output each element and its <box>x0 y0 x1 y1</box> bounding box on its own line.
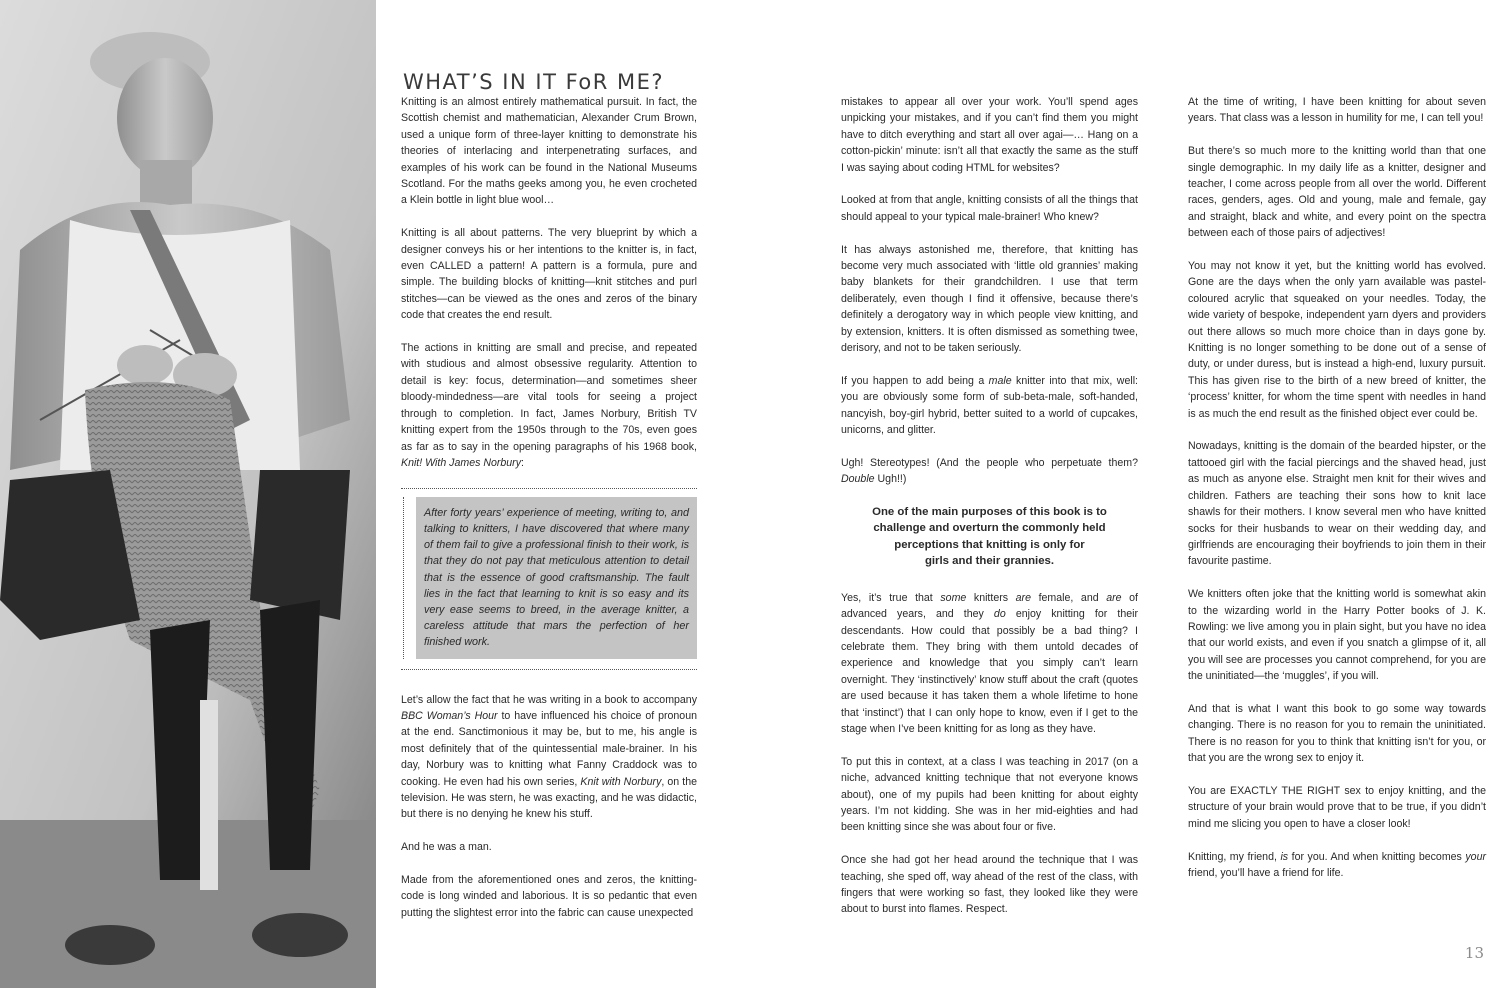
quote-text: After forty years’ experience of meeting, writing to, and talking to knitters, I have discovered that where many of them fail to give a professional finish to their work, is that they do not pay that meticulous attention to detail that is the essence of good craftsmanship. The fault lies in the fact that learning to knit is so easy and its very ease seems to breed, in the average knitter, a careless attitude that mars the perfection of her finished work. <box>416 497 697 659</box>
paragraph: But there’s so much more to the knitting world than that one single demographic. In my daily life as a knitter, designer and teacher, I come across people from all over the world. Different races, genders, ages. Old and young, male and female, gay and straight, black and white, and every point on the spectra between each of those pairs of adjectives! <box>1188 145 1486 240</box>
paragraph: Knitting is all about patterns. The very blueprint by which a designer conveys his or her intentions to the knitter is, in fact, even CALLED a pattern! A pattern is a formula, pure and simple. The building blocks of knitting—knit stitches and purl stitches—can be viewed as the ones and zeros of the binary code that creates the end result. <box>401 227 697 322</box>
photo-illustration <box>0 0 376 988</box>
shoe <box>252 913 348 957</box>
block-quote <box>401 488 697 670</box>
section-title: WHAT’S IN IT FoR ME? <box>403 70 665 94</box>
paragraph: It has always astonished me, therefore, that knitting has become very much associated with ‘little old grannies’ making baby blankets for their grandchildren. I use that term deliberately, even though I find it offensive, because there’s definitely a derogatory way in which people view knitting, and by extension, knitters. It is often dismissed as something twee, derisory, and not to be taken seriously. <box>841 243 1138 355</box>
text-spread <box>376 0 1500 988</box>
paragraph: Knitting, my friend, is for you. And when knitting becomes your friend, you’ll have a friend for life. <box>1188 850 1486 879</box>
paragraph: At the time of writing, I have been knitting for about seven years. That class was a lesson in humility for me, I can tell you! <box>1188 96 1486 125</box>
paragraph: And that is what I want this book to go some way towards changing. There is no reason for you to remain the uninitiated. There is no reason for you to think that knitting isn’t for you, or that you are the wrong sex to enjoy it. <box>1188 702 1486 765</box>
paragraph: Made from the aforementioned ones and zeros, the knitting-code is long winded and laborious. It is so pedantic that even putting the slightest error into the fabric can cause unexpected <box>401 873 697 919</box>
knitting-man-photo <box>0 0 376 988</box>
paragraph: You are EXACTLY THE RIGHT sex to enjoy knitting, and the structure of your brain would prove that to be true, if you didn’t mind me slicing you open to have a closer look! <box>1188 784 1486 830</box>
chair-leg <box>200 700 218 890</box>
paragraph: Yes, it’s true that some knitters are female, and are of advanced years, and they do enjoy knitting for their descendants. How could that possibly be a bad thing? I celebrate them. They bring with them untold decades of experience and knowledge that you simply can’t learn overnight. They ‘instinctively’ know stuff about the craft (quotes are used because it has taken them a whole lifetime to hone that ‘instinct’) that I can only hope to know, even if I get to the stage when I’ve been knitting for as long as they have. <box>841 591 1139 735</box>
paragraph: Ugh! Stereotypes! (And the people who perpetuate them? Double Ugh!!) <box>841 456 1138 486</box>
paragraph: mistakes to appear all over your work. You’ll spend ages unpicking your mistakes, and if you can’t find them you might have to ditch everything and start all over agai—… Hang on a cotton-pickin’ minute: isn’t all that exactly the same as the stuff I was saying about coding HTML for websites? <box>841 96 1138 174</box>
page-number: 13 <box>1464 944 1484 962</box>
paragraph: Once she had got her head around the technique that I was teaching, she sped off, way ahead of the rest of the class, with fingers that were working so fast, they looked like they were about to burst into flames. Respect. <box>841 854 1138 916</box>
pull-quote: One of the main purposes of this book is to challenge and overturn the commonly held perceptions that knitting is only for girls and their grannies. <box>872 506 1107 568</box>
paragraph: We knitters often joke that the knitting world is somewhat akin to the wizarding world in the Harry Potter books of J. K. Rowling: we live among you in plain sight, but you have no idea that our world exists, and even if you snatch a glimpse of it, all you will see are processes you cannot comprehend, for you are the uninitiated—the ‘muggles’, if you will. <box>1188 588 1486 683</box>
paragraph: The actions in knitting are small and precise, and repeated with studious and almost obsessive regularity. Attention to detail is key: focus, determination—and sometimes sheer bloody-mindedness—are vital tools for seeing a project through to completion. In fact, James Norbury, British TV knitting expert from the 1950s through to the 70s, even goes as far as to say in the opening paragraphs of his 1968 book, Knit! With James Norbury: <box>401 342 697 469</box>
paragraph: Knitting is an almost entirely mathematical pursuit. In fact, the Scottish chemist and mathematician, Alexander Crum Brown, used a unique form of three-layer knitting to demonstrate his theories of interlacing and interpenetrating surfaces, and examples of his work can be found in the National Museums Scotland. For the maths geeks among you, he even crocheted a Klein bottle in light blue wool… <box>401 96 697 207</box>
paragraph: Let’s allow the fact that he was writing in a book to accompany BBC Woman’s Hour to have influenced his choice of pronoun at the end. Sanctimonious it may be, but to me, his angle is most definitely that of the quintessential male-brainer. In his day, Norbury was to knitting what Fanny Craddock was to cooking. He even had his own series, Knit with Norbury, on the television. He was stern, he was exacting, and he was didactic, but there is no denying he knew his stuff. <box>401 693 697 821</box>
shoe <box>65 925 155 965</box>
paragraph: If you happen to add being a male knitter into that mix, well: you are obviously some form of sub-beta-male, soft-handed, nancyish, boy-girl hybrid, better suited to a world of cupcakes, unicorns, and glitter. <box>841 374 1138 437</box>
paragraph: Nowadays, knitting is the domain of the bearded hipster, or the tattooed girl with the facial piercings and the shaved head, just as much as anyone else. Straight men knit for their wives and children. Fathers are teaching their sons how to knit lace shawls for their mothers. I know several men who have knitted socks for their husbands to wear on their wedding day, and girlfriends are encouraging their boyfriends to join them in their favourite pastime. <box>1188 440 1486 568</box>
text-column-1 <box>401 94 697 938</box>
text-column-3 <box>1188 94 1486 898</box>
paragraph: Looked at from that angle, knitting consists of all the things that should appeal to your typical male-brainer! Who knew? <box>841 194 1138 223</box>
text-column-2 <box>841 94 1138 934</box>
paragraph: You may not know it yet, but the knitting world has evolved. Gone are the days when the only yarn available was pastel-coloured acrylic that squeaked on your needles. Today, the wide variety of bespoke, independent yarn dyers and providers out there allows so much more choice than in days gone by. Knitting is no longer something to be done out of a sense of duty, or under duress, but is instead a high-end, luxury pursuit. This has given rise to the birth of a new breed of knitter, the ‘process’ knitter, for whom the time spent with needles in hand is as much the end result as the finished object ever could be. <box>1188 260 1486 420</box>
paragraph: To put this in context, at a class I was teaching in 2017 (on a niche, advanced knitting technique that not everyone knows about), one of my pupils had been knitting for about eighty years. I’m not kidding. She was in her mid-eighties and had been knitting since she was about four or five. <box>841 755 1138 834</box>
paragraph: And he was a man. <box>401 841 492 854</box>
